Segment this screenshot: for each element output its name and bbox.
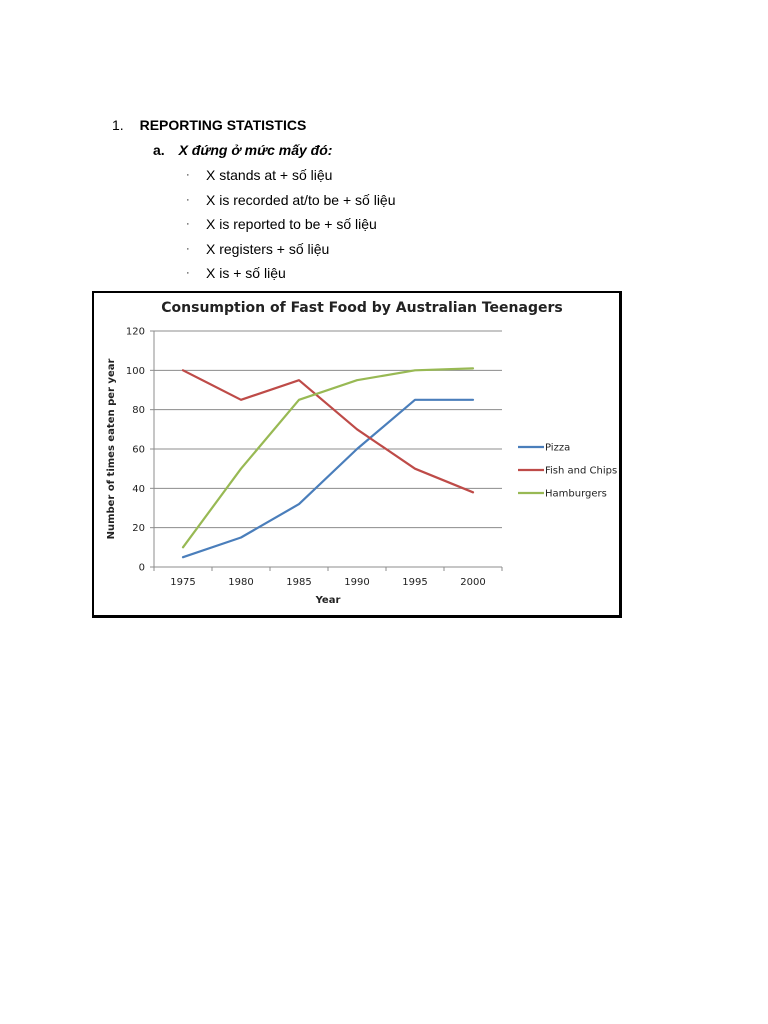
bullet-icon: · bbox=[186, 267, 190, 280]
y-tick-label: 60 bbox=[132, 444, 145, 456]
y-tick-label: 0 bbox=[138, 562, 145, 574]
x-tick-label: 1990 bbox=[344, 577, 370, 588]
y-tick-label: 100 bbox=[125, 365, 145, 377]
section-number: 1. bbox=[112, 117, 124, 133]
x-tick-label: 1980 bbox=[228, 577, 254, 588]
legend-label-pizza: Pizza bbox=[545, 442, 571, 454]
axes bbox=[126, 327, 502, 589]
y-axis-title: Number of times eaten per year bbox=[106, 358, 117, 540]
series-line-pizza bbox=[183, 400, 473, 557]
legend-label-fish-and-chips: Fish and Chips bbox=[545, 465, 618, 477]
list-item-text: X is recorded at/to be + số liệu bbox=[206, 191, 396, 208]
series-lines bbox=[183, 368, 473, 557]
legend-label-hamburgers: Hamburgers bbox=[545, 488, 607, 500]
subsection-letter: a. bbox=[153, 142, 165, 158]
bullet-icon: · bbox=[186, 193, 190, 206]
series-line-fish-and-chips bbox=[183, 370, 473, 492]
list-item-text: X registers + số liệu bbox=[206, 240, 330, 257]
x-axis-title: Year bbox=[315, 595, 341, 606]
chart-frame bbox=[92, 291, 622, 618]
subsection-heading bbox=[153, 142, 332, 158]
subsection-title: X đứng ở mức mấy đó: bbox=[178, 142, 333, 158]
legend bbox=[518, 443, 617, 500]
list-item-text: X is + số liệu bbox=[206, 265, 286, 282]
y-tick-label: 120 bbox=[125, 326, 145, 338]
list-item bbox=[186, 237, 396, 262]
x-tick-label: 2000 bbox=[460, 577, 486, 588]
y-tick-label: 20 bbox=[132, 523, 145, 535]
bullet-icon: · bbox=[186, 218, 190, 231]
grid-lines bbox=[154, 331, 502, 528]
list-item-text: X stands at + số liệu bbox=[206, 167, 333, 183]
y-tick-label: 40 bbox=[132, 483, 145, 495]
bullet-icon: · bbox=[186, 242, 190, 255]
x-tick-label: 1995 bbox=[402, 577, 428, 588]
section-heading bbox=[112, 117, 306, 133]
section-title: REPORTING STATISTICS bbox=[139, 117, 307, 133]
list-item bbox=[186, 163, 396, 188]
chart-title: Consumption of Fast Food by Australian Teenagers bbox=[161, 300, 563, 316]
list-item bbox=[186, 261, 396, 286]
phrase-list bbox=[186, 163, 396, 286]
x-tick-label: 1985 bbox=[286, 577, 312, 588]
bullet-icon: · bbox=[186, 169, 190, 181]
list-item-text: X is reported to be + số liệu bbox=[206, 216, 377, 233]
y-tick-label: 80 bbox=[132, 405, 145, 417]
series-line-hamburgers bbox=[183, 368, 473, 547]
list-item bbox=[186, 188, 396, 213]
x-tick-label: 1975 bbox=[170, 577, 196, 588]
list-item bbox=[186, 212, 396, 237]
line-chart bbox=[94, 293, 619, 615]
